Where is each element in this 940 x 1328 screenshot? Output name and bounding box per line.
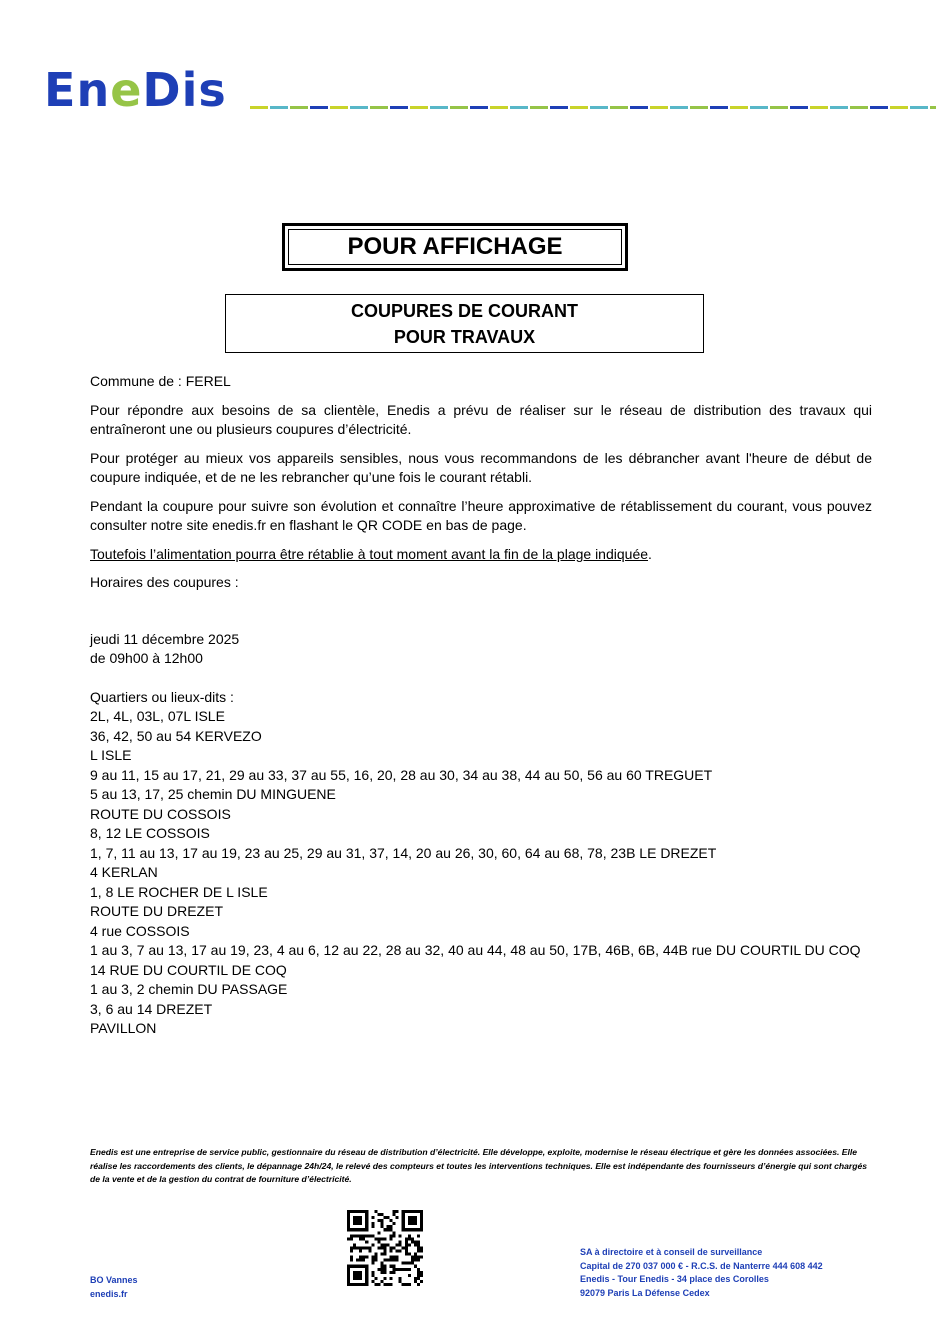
location-item: ROUTE DU COSSOIS [90,805,231,822]
legal-line-1: SA à directoire et à conseil de surveillance [580,1247,763,1257]
coupures-title-line2: POUR TRAVAUX [393,326,536,347]
schedule-time: de 09h00 à 12h00 [90,650,203,666]
paragraph-suivi: Pendant la coupure pour suivre son évolution et connaître l’heure approximative de rétablissement du courant, vous pouvez consulter notre site enedis.fr en flashant le QR CODE en bas de page. [90,497,872,533]
footer-footnote: Enedis est une entreprise de service public, gestionnaire du réseau de distribution d’électricité. Elle développe, exploite, modernise le réseau électrique et gère les données associées. Elle réalise les raccordements des clients, le dépannage 24h/24, le relevé des compteurs et toutes les interventions techniques. Elle est indépendante des fournisseurs d’énergie qui sont chargés de la vente et de la gestion du contrat de fourniture d’électricité. [90,1147,868,1184]
logo-letter: e [110,63,143,117]
location-item: 14 RUE DU COURTIL DE COQ [90,961,287,978]
location-item: 8, 12 LE COSSOIS [90,825,210,841]
logo-letter: s [198,63,227,117]
enedis-logo [44,63,227,117]
locations-list [90,707,872,1039]
quartiers-label: Quartiers ou lieux-dits : [90,688,234,705]
quartiers-block [90,688,872,1039]
header-dotted-line [250,106,936,109]
logo-letter: E [44,63,77,117]
horaires-label: Horaires des coupures : [90,574,239,590]
coupures-box [225,294,704,353]
location-item: 3, 6 au 14 DREZET [90,1000,213,1017]
footer-website: enedis.fr [90,1288,128,1299]
paragraph-besoins: Pour répondre aux besoins de sa clientèle, Enedis a prévu de réaliser sur le réseau de distribution des travaux qui entraîneront une ou plusieurs coupures d’électricité. [90,401,872,437]
logo-letter: i [181,63,199,117]
coupures-title-line1: COUPURES DE COURANT [350,300,578,321]
location-item: L ISLE [90,747,132,763]
logo-letter: n [76,63,111,117]
location-item: 2L, 4L, 03L, 07L ISLE [90,708,225,724]
footer-legal [580,1246,823,1300]
notice-content [90,372,872,1039]
legal-line-3: Enedis - Tour Enedis - 34 place des Corolles [580,1274,769,1284]
location-item: 4 KERLAN [90,864,158,880]
location-item: 36, 42, 50 au 54 KERVEZO [90,727,262,744]
location-item: ROUTE DU DREZET [90,903,223,919]
location-item: 1 au 3, 2 chemin DU PASSAGE [90,981,288,997]
location-item: 1, 8 LE ROCHER DE L ISLE [90,883,268,900]
location-item: PAVILLON [90,1020,157,1036]
commune-line: Commune de : FEREL [90,373,231,389]
location-item: 5 au 13, 17, 25 chemin DU MINGUENE [90,786,336,802]
schedule-block [90,630,872,669]
footer-bo-vannes: BO Vannes [90,1275,138,1285]
paragraph-appareils: Pour protéger au mieux vos appareils sensibles, nous vous recommandons de les débrancher avant l'heure de début de coupure indiquée, et de ne les rebrancher qu’une fois le courant rétabli. [90,449,872,485]
warning-line [90,545,872,565]
pour-affichage-box [282,223,628,271]
footer-left [90,1274,138,1301]
location-item: 9 au 11, 15 au 17, 21, 29 au 33, 37 au 55, 16, 20, 28 au 30, 34 au 38, 44 au 50, 56 au 60 TREGUET [90,766,713,783]
qr-code-icon [347,1210,423,1286]
location-item: 1, 7, 11 au 13, 17 au 19, 23 au 25, 29 au 31, 37, 14, 20 au 26, 30, 60, 64 au 68, 78, 23B LE DREZET [90,844,717,861]
location-item: 4 rue COSSOIS [90,922,190,939]
location-item: 1 au 3, 7 au 13, 17 au 19, 23, 4 au 6, 12 au 22, 28 au 32, 40 au 44, 48 au 50, 17B, 46B, 6B, 44B rue DU COURTIL DU COQ [90,942,861,958]
logo-letter: D [142,63,182,117]
warning-suffix: . [648,545,652,562]
pour-affichage-title: POUR AFFICHAGE [288,229,622,265]
warning-underlined: Toutefois l’alimentation pourra être rétablie à tout moment avant la fin de la plage indiquée [90,545,649,562]
schedule-date: jeudi 11 décembre 2025 [90,630,240,647]
legal-line-2: Capital de 270 037 000 € - R.C.S. de Nanterre 444 608 442 [580,1260,823,1271]
legal-line-4: 92079 Paris La Défense Cedex [580,1287,710,1298]
